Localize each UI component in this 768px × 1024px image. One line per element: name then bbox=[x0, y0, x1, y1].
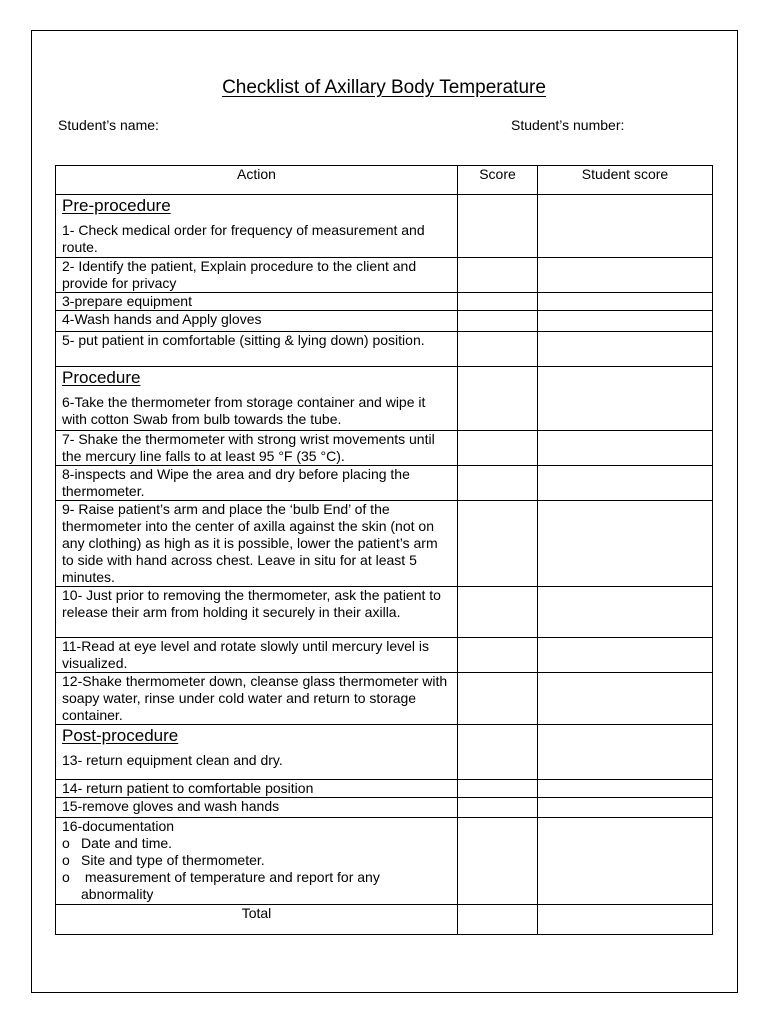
documentation-bullet-text: Date and time. bbox=[81, 835, 173, 851]
action-cell bbox=[56, 311, 458, 332]
action-item-1: 1- Check medical order for frequency of measurement and route. bbox=[62, 222, 425, 255]
score-cell[interactable] bbox=[458, 293, 538, 311]
table-row bbox=[56, 293, 713, 311]
action-item-10: 10- Just prior to removing the thermometer, ask the patient to release their arm from holding it securely in their axilla. bbox=[62, 587, 441, 620]
action-item-5: 5- put patient in comfortable (sitting & lying down) position. bbox=[62, 332, 425, 348]
score-cell[interactable] bbox=[458, 367, 538, 431]
total-score-cell[interactable] bbox=[458, 905, 538, 935]
score-cell[interactable] bbox=[458, 501, 538, 587]
action-item-15: 15-remove gloves and wash hands bbox=[62, 798, 280, 814]
action-cell bbox=[56, 798, 458, 818]
score-cell[interactable] bbox=[458, 431, 538, 466]
action-cell bbox=[56, 673, 458, 725]
student-score-cell[interactable] bbox=[538, 466, 713, 501]
student-score-cell[interactable] bbox=[538, 195, 713, 258]
action-item-12: 12-Shake thermometer down, cleanse glass thermometer with soapy water, rinse under cold water and return to storage container. bbox=[62, 673, 448, 723]
action-item-16: 16-documentation bbox=[62, 818, 175, 834]
total-row bbox=[56, 905, 713, 935]
table-row bbox=[56, 501, 713, 587]
score-cell[interactable] bbox=[458, 258, 538, 293]
total-student-score-cell[interactable] bbox=[538, 905, 713, 935]
section-heading-procedure: Procedure bbox=[62, 368, 141, 387]
student-score-cell[interactable] bbox=[538, 818, 713, 905]
table-row bbox=[56, 673, 713, 725]
student-score-cell[interactable] bbox=[538, 725, 713, 780]
table-row bbox=[56, 780, 713, 798]
score-cell[interactable] bbox=[458, 780, 538, 798]
action-cell bbox=[56, 258, 458, 293]
table-row bbox=[56, 638, 713, 673]
score-cell[interactable] bbox=[458, 673, 538, 725]
action-cell bbox=[56, 431, 458, 466]
total-label: Total bbox=[56, 905, 458, 935]
score-cell[interactable] bbox=[458, 466, 538, 501]
documentation-bullet bbox=[62, 852, 451, 869]
score-cell[interactable] bbox=[458, 725, 538, 780]
action-cell bbox=[56, 587, 458, 638]
student-score-cell[interactable] bbox=[538, 367, 713, 431]
score-cell[interactable] bbox=[458, 311, 538, 332]
documentation-bullet bbox=[62, 835, 451, 852]
table-row bbox=[56, 195, 713, 258]
action-item-6: 6-Take the thermometer from storage container and wipe it with cotton Swab from bulb towards the tube. bbox=[62, 394, 426, 427]
page-title: Checklist of Axillary Body Temperature bbox=[222, 77, 546, 98]
checklist-table bbox=[55, 165, 713, 935]
student-name-label: Student’s name: bbox=[58, 117, 159, 133]
action-cell bbox=[56, 466, 458, 501]
action-cell bbox=[56, 780, 458, 798]
student-score-cell[interactable] bbox=[538, 780, 713, 798]
header-action: Action bbox=[56, 166, 458, 195]
table-row bbox=[56, 725, 713, 780]
table-row bbox=[56, 332, 713, 367]
action-item-2: 2- Identify the patient, Explain procedure to the client and provide for privacy bbox=[62, 258, 417, 291]
action-item-13: 13- return equipment clean and dry. bbox=[62, 752, 283, 768]
action-item-9: 9- Raise patient’s arm and place the ‘bulb End’ of the thermometer into the center of axilla against the skin (not on any clothing) as high as it is possible, lower the patient’s arm to side with hand across chest. Leave in situ for at least 5 minutes. bbox=[62, 501, 438, 585]
action-item-7: 7- Shake the thermometer with strong wrist movements until the mercury line falls to at least 95 °F (35 °C). bbox=[62, 431, 435, 464]
action-cell bbox=[56, 195, 458, 258]
table-row bbox=[56, 466, 713, 501]
student-score-cell[interactable] bbox=[538, 673, 713, 725]
score-cell[interactable] bbox=[458, 332, 538, 367]
action-cell bbox=[56, 501, 458, 587]
action-item-8: 8-inspects and Wipe the area and dry before placing the thermometer. bbox=[62, 466, 410, 499]
section-heading-pre-procedure: Pre-procedure bbox=[62, 196, 171, 215]
score-cell[interactable] bbox=[458, 587, 538, 638]
header-score: Score bbox=[458, 166, 538, 195]
student-score-cell[interactable] bbox=[538, 293, 713, 311]
documentation-bullet-text: Site and type of thermometer. bbox=[81, 852, 265, 868]
student-score-cell[interactable] bbox=[538, 798, 713, 818]
student-score-cell[interactable] bbox=[538, 587, 713, 638]
action-cell bbox=[56, 332, 458, 367]
table-row bbox=[56, 367, 713, 431]
score-cell[interactable] bbox=[458, 195, 538, 258]
table-row bbox=[56, 311, 713, 332]
student-score-cell[interactable] bbox=[538, 311, 713, 332]
student-score-cell[interactable] bbox=[538, 258, 713, 293]
bullet-marker: o bbox=[62, 869, 70, 885]
score-cell[interactable] bbox=[458, 818, 538, 905]
table-row bbox=[56, 798, 713, 818]
documentation-bullet bbox=[62, 869, 451, 903]
action-cell bbox=[56, 818, 458, 905]
score-cell[interactable] bbox=[458, 798, 538, 818]
action-item-11: 11-Read at eye level and rotate slowly until mercury level is visualized. bbox=[62, 638, 430, 671]
action-cell bbox=[56, 638, 458, 673]
header-student-score: Student score bbox=[538, 166, 713, 195]
documentation-bullet-text: measurement of temperature and report for any abnormality bbox=[81, 869, 384, 902]
action-cell bbox=[56, 367, 458, 431]
action-item-14: 14- return patient to comfortable position bbox=[62, 780, 314, 796]
bullet-marker: o bbox=[62, 835, 70, 851]
student-score-cell[interactable] bbox=[538, 638, 713, 673]
action-item-3: 3-prepare equipment bbox=[62, 293, 192, 309]
score-cell[interactable] bbox=[458, 638, 538, 673]
table-row bbox=[56, 431, 713, 466]
action-cell bbox=[56, 725, 458, 780]
bullet-marker: o bbox=[62, 852, 70, 868]
student-score-cell[interactable] bbox=[538, 431, 713, 466]
table-row bbox=[56, 258, 713, 293]
student-number-label: Student’s number: bbox=[511, 117, 625, 133]
student-score-cell[interactable] bbox=[538, 332, 713, 367]
action-item-4: 4-Wash hands and Apply gloves bbox=[62, 311, 262, 327]
table-header-row bbox=[56, 166, 713, 195]
student-score-cell[interactable] bbox=[538, 501, 713, 587]
section-heading-post-procedure: Post-procedure bbox=[62, 726, 179, 745]
table-row bbox=[56, 818, 713, 905]
table-row bbox=[56, 587, 713, 638]
action-cell bbox=[56, 293, 458, 311]
